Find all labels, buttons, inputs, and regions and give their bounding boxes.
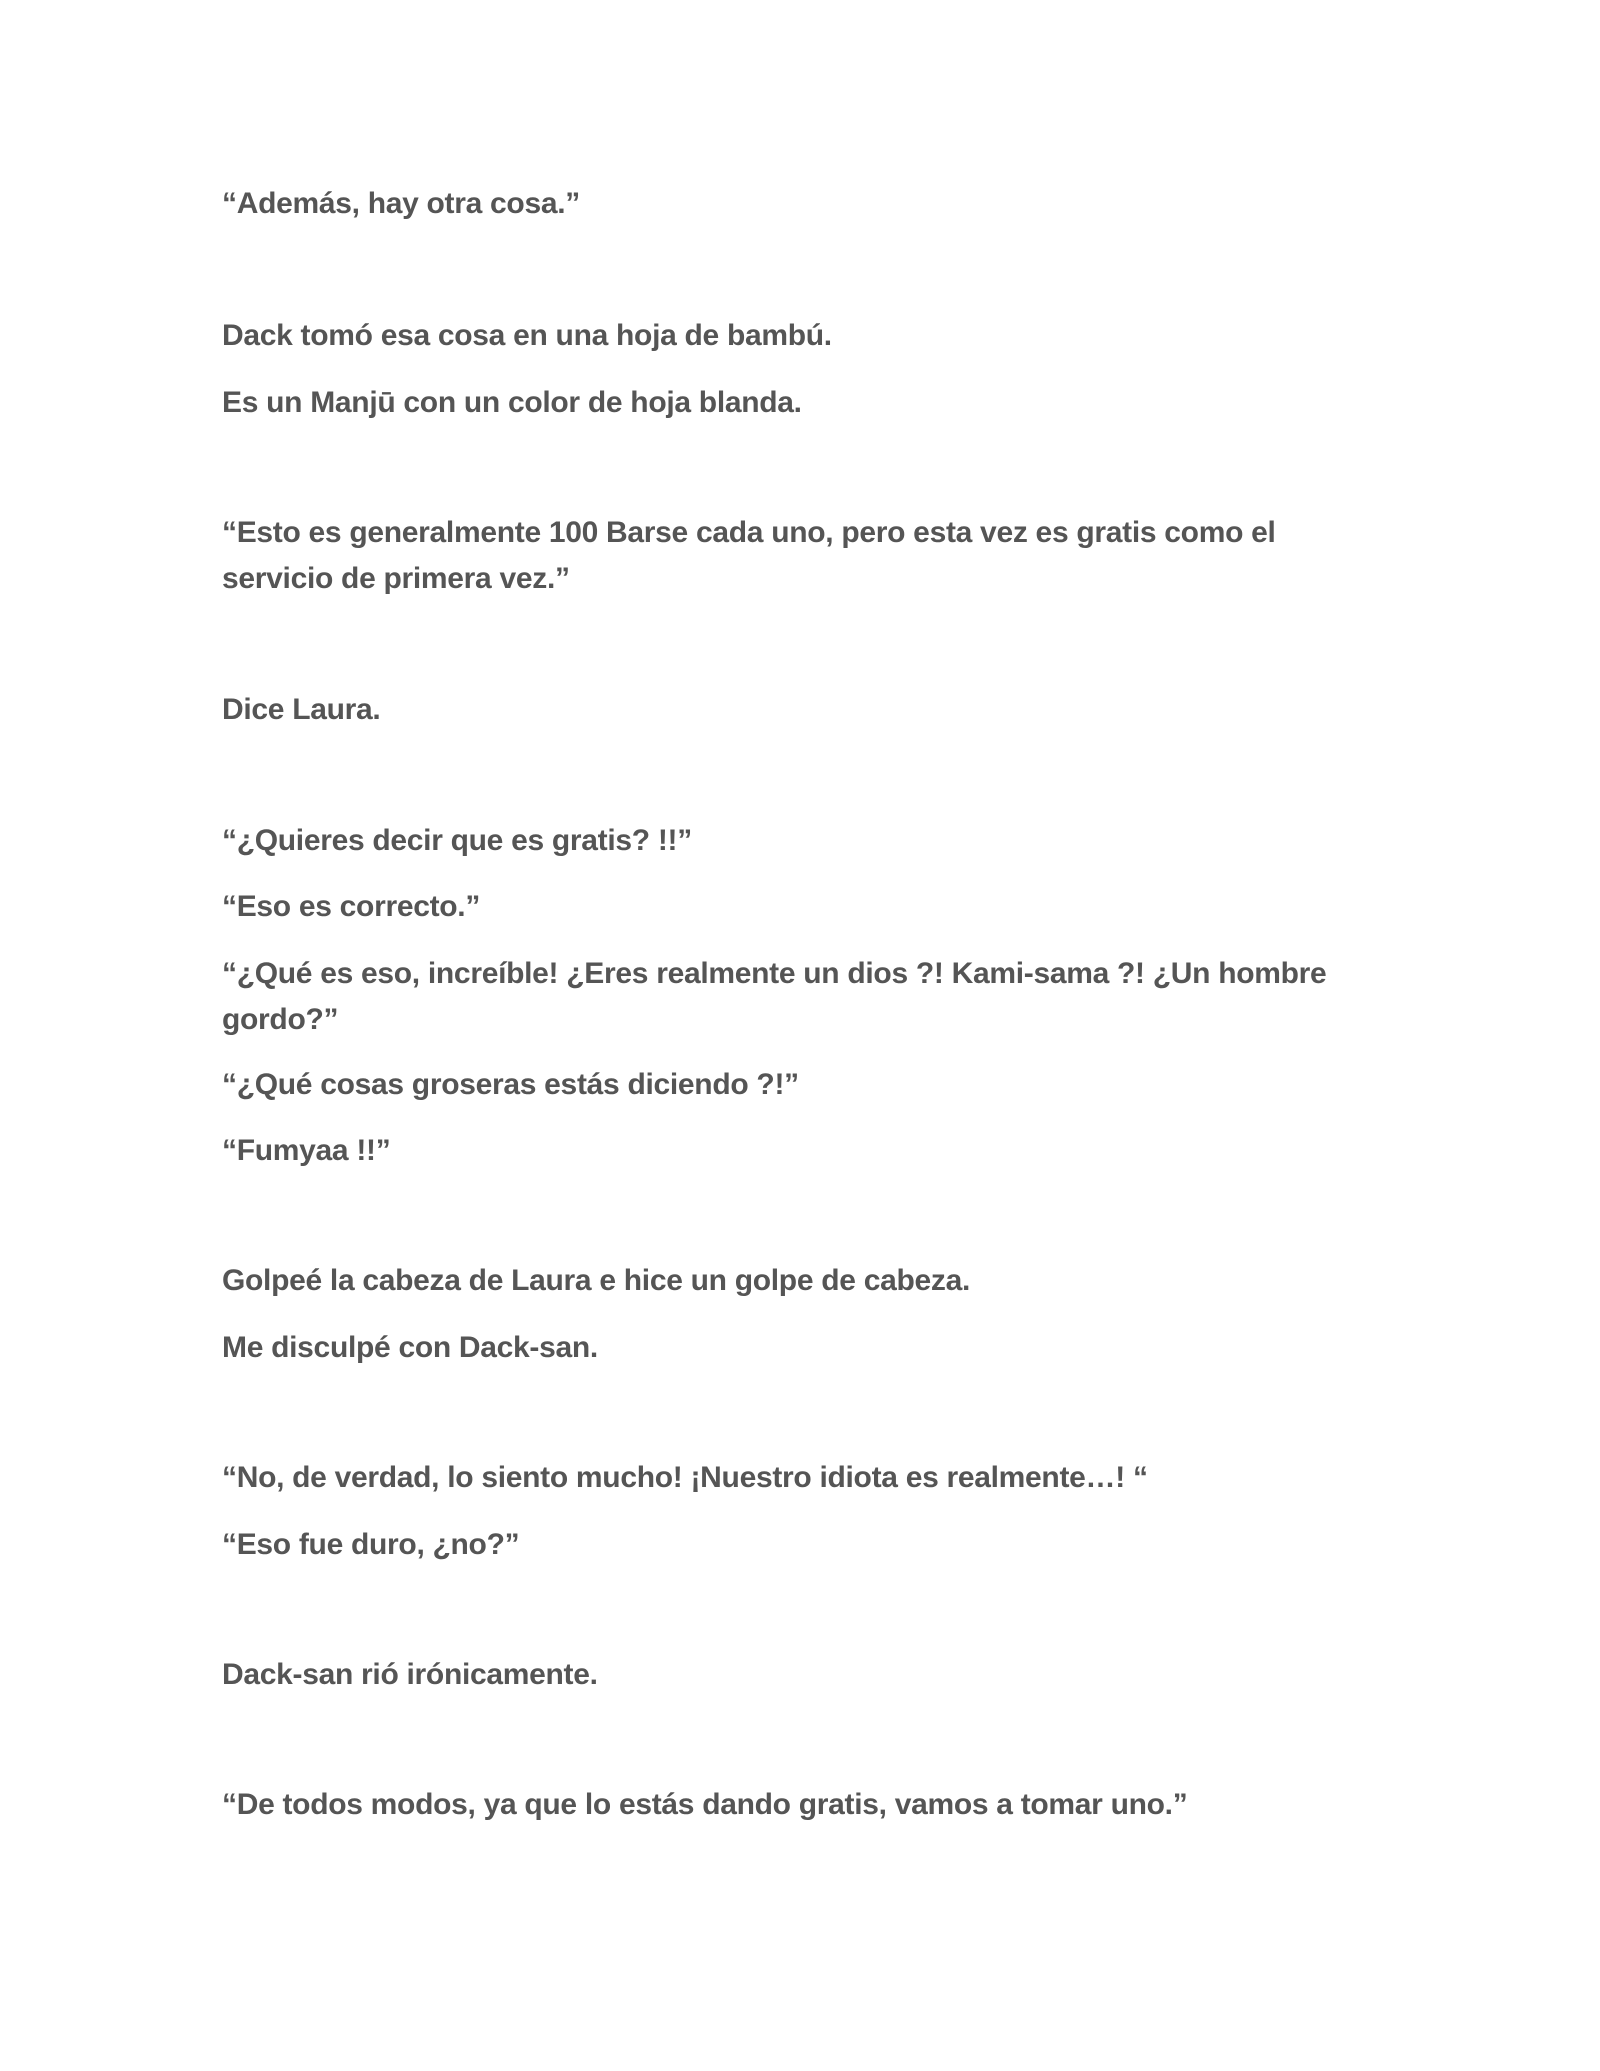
paragraph-16: “De todos modos, ya que lo estás dando gratis, vamos a tomar uno.” xyxy=(222,1788,1188,1821)
paragraph-4: “Esto es generalmente 100 Barse cada uno, pero esta vez es gratis como el servicio de primera vez.” xyxy=(222,516,1276,595)
paragraph-3: Es un Manjū con un color de hoja blanda. xyxy=(222,386,802,419)
paragraph-5: Dice Laura. xyxy=(222,693,381,726)
paragraph-15: Dack-san rió irónicamente. xyxy=(222,1658,598,1691)
paragraph-1: “Además, hay otra cosa.” xyxy=(222,187,580,220)
paragraph-7: “Eso es correcto.” xyxy=(222,890,481,923)
paragraph-12: Me disculpé con Dack-san. xyxy=(222,1331,598,1364)
paragraph-10: “Fumyaa !!” xyxy=(222,1134,391,1167)
paragraph-13: “No, de verdad, lo siento mucho! ¡Nuestro idiota es realmente…! “ xyxy=(222,1461,1148,1494)
paragraph-9: “¿Qué cosas groseras estás diciendo ?!” xyxy=(222,1068,799,1101)
paragraph-8: “¿Qué es eso, increíble! ¿Eres realmente un dios ?! Kami-sama ?! ¿Un hombre gordo?” xyxy=(222,957,1327,1036)
paragraph-2: Dack tomó esa cosa en una hoja de bambú. xyxy=(222,319,832,352)
paragraph-6: “¿Quieres decir que es gratis? !!” xyxy=(222,824,692,857)
paragraph-11: Golpeé la cabeza de Laura e hice un golpe de cabeza. xyxy=(222,1264,970,1297)
paragraph-14: “Eso fue duro, ¿no?” xyxy=(222,1528,520,1561)
